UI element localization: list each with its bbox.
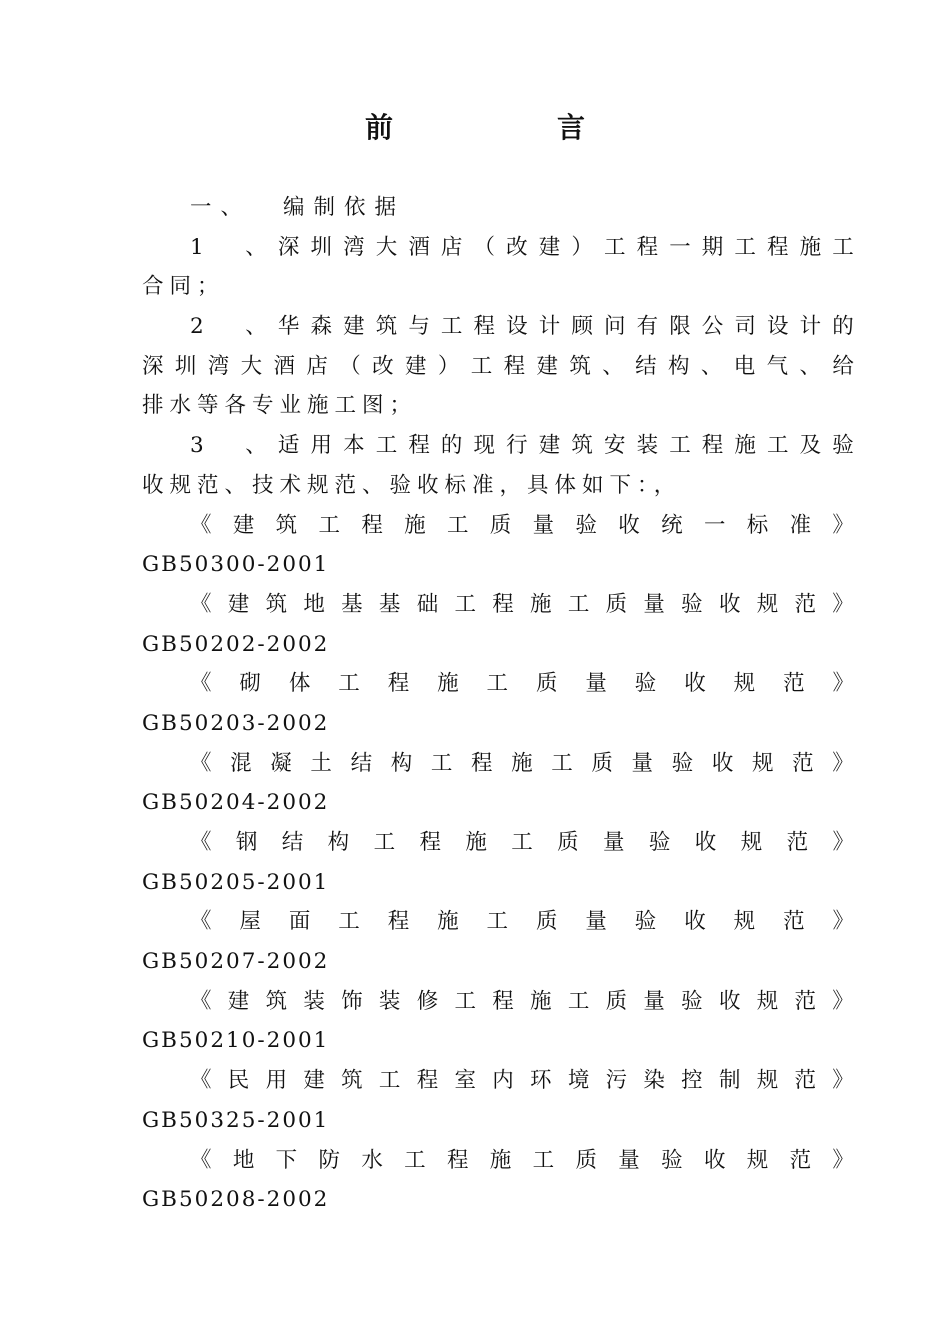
document-body (142, 188, 854, 1220)
standard-code: GB50203-2002 (142, 710, 330, 736)
standard-name: 《 建 筑 装 饰 装 修 工 程 施 工 质 量 验 收 规 范 》 (190, 988, 854, 1014)
standard-name: 《 屋 面 工 程 施 工 质 量 验 收 规 范 》 (190, 909, 854, 935)
item-3-line-1: 3 、 适 用 本 工 程 的 现 行 建 筑 安 装 工 程 施 工 及 验 (190, 433, 854, 459)
standard-name: 《 建 筑 工 程 施 工 质 量 验 收 统 一 标 准 》 (190, 512, 854, 538)
item-2-line-2: 深 圳 湾 大 酒 店 （ 改 建 ） 工 程 建 筑 、 结 构 、 电 气 、 给 (142, 353, 854, 379)
standard-code: GB50205-2001 (142, 869, 330, 895)
standard-code: GB50210-2001 (142, 1028, 330, 1054)
standard-code: GB50207-2002 (142, 949, 330, 975)
standard-name: 《 民 用 建 筑 工 程 室 内 环 境 污 染 控 制 规 范 》 (190, 1068, 854, 1094)
standard-name: 《 钢 结 构 工 程 施 工 质 量 验 收 规 范 》 (190, 830, 854, 855)
item-1-line-2: 合同； (142, 274, 225, 300)
standard-name: 《 砌 体 工 程 施 工 质 量 验 收 规 范 》 (190, 671, 854, 697)
standard-name: 《 地 下 防 水 工 程 施 工 质 量 验 收 规 范 》 (190, 1147, 854, 1173)
section-heading (142, 188, 854, 228)
item-2-line-3: 排水等各专业施工图； (142, 393, 418, 419)
item-3-line-2: 收规范、技术规范、验收标准，具体如下：， (142, 472, 682, 498)
standard-name: 《 混 凝 土 结 构 工 程 施 工 质 量 验 收 规 范 》 (190, 750, 854, 776)
standard-code: GB50202-2002 (142, 631, 330, 657)
standard-code: GB50208-2002 (142, 1187, 330, 1213)
standard-code: GB50300-2001 (142, 552, 330, 578)
standard-code: GB50325-2001 (142, 1107, 330, 1133)
item-2-line-1: 2 、 华 森 建 筑 与 工 程 设 计 顾 问 有 限 公 司 设 计 的 (190, 314, 854, 340)
standard-code: GB50204-2002 (142, 790, 330, 816)
section-number: 一、 (190, 195, 252, 220)
page-title: 前 言 (364, 111, 653, 144)
section-heading-text: 编制依据 (283, 195, 406, 220)
standard-name: 《 建 筑 地 基 基 础 工 程 施 工 质 量 验 收 规 范 》 (190, 591, 854, 617)
item-1-line-1: 1 、 深 圳 湾 大 酒 店 （ 改 建 ） 工 程 一 期 工 程 施 工 (190, 234, 854, 260)
